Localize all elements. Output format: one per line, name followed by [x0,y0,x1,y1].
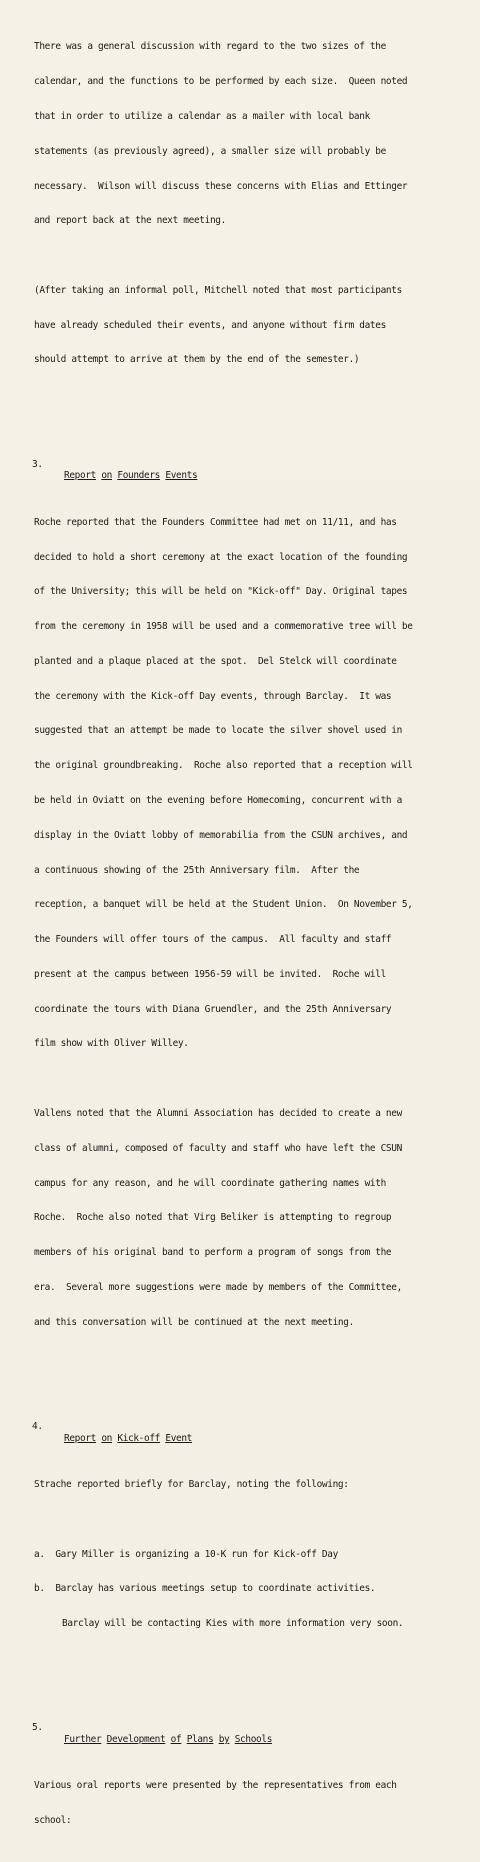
paragraph-line: the ceremony with the Kick-off Day events, through Barclay. It was [34,690,392,702]
section-title: Report on Founders Events [64,470,198,482]
paragraph-line: members of his original band to perform a program of songs from the [34,1247,392,1259]
section-title: Further Development of Plans by Schools [64,1734,273,1746]
paragraph-line: film show with Oliver Willey. [34,1038,189,1050]
paragraph-line: Roche. Roche also noted that Virg Beliker is attempting to regroup [34,1212,392,1224]
section-5-heading [32,1711,478,1746]
section-number: 4. [32,1421,43,1433]
paragraph-line: a continuous showing of the 25th Anniversary film. After the [34,864,360,876]
section-title: Report on Kick-off Event [64,1432,193,1444]
paragraph-line: planted and a plaque placed at the spot. Del Stelck will coordinate [34,655,397,667]
paragraph-line: coordinate the tours with Diana Gruendler, and the 25th Anniversary [34,1003,392,1015]
document-body [34,0,478,1862]
paragraph-line: display in the Oviatt lobby of memorabilia from the CSUN archives, and [34,829,408,841]
intro-line: calendar, and the functions to be performed by each size. Queen noted [34,76,408,88]
intro-line: that in order to utilize a calendar as a mailer with local bank [34,110,370,122]
section-number: 5. [32,1722,43,1734]
paragraph-line: decided to hold a short ceremony at the exact location of the founding [34,551,408,563]
list-item-continuation: Barclay will be contacting Kies with more information very soon. [62,1618,404,1630]
list-item: a. Gary Miller is organizing a 10-K run for Kick-off Day [34,1548,338,1560]
paragraph-line: Roche reported that the Founders Committee had met on 11/11, and has [34,516,397,528]
paragraph-line: suggested that an attempt be made to locate the silver shovel used in [34,725,402,737]
section-3-heading [32,447,478,482]
paragraph-line: campus for any reason, and he will coordinate gathering names with [34,1177,386,1189]
paragraph-line: present at the campus between 1956-59 will be invited. Roche will [34,968,386,980]
paragraph-line: be held in Oviatt on the evening before Homecoming, concurrent with a [34,794,402,806]
paragraph-line: class of alumni, composed of faculty and staff who have left the CSUN [34,1142,402,1154]
paragraph-line: school: [34,1815,72,1827]
section-4-heading [32,1409,478,1444]
intro-line: necessary. Wilson will discuss these concerns with Elias and Ettinger [34,180,408,192]
paragraph-line: reception, a banquet will be held at the Student Union. On November 5, [34,899,413,911]
paragraph-line: Strache reported briefly for Barclay, noting the following: [34,1479,349,1490]
paragraph-line: the original groundbreaking. Roche also reported that a reception will [34,760,413,772]
list-item: b. Barclay has various meetings setup to coordinate activities. [34,1583,376,1595]
paragraph-line: Various oral reports were presented by the representatives from each [34,1780,397,1792]
intro-line: statements (as previously agreed), a smaller size will probably be [34,145,386,157]
paragraph-line: and this conversation will be continued at the next meeting. [34,1316,354,1328]
intro-line: and report back at the next meeting. [34,215,226,227]
paragraph-line: Vallens noted that the Alumni Association has decided to create a new [34,1108,402,1119]
poll-note-line: (After taking an informal poll, Mitchell noted that most participants [34,284,402,296]
paragraph-line: the Founders will offer tours of the campus. All faculty and staff [34,934,392,946]
paragraph-line: of the University; this will be held on "Kick-off" Day. Original tapes [34,586,408,598]
paragraph-line: era. Several more suggestions were made by members of the Committee, [34,1281,402,1293]
poll-note-line: should attempt to arrive at them by the end of the semester.) [34,354,360,366]
intro-line: There was a general discussion with regard to the two sizes of the [34,41,386,53]
section-number: 3. [32,458,43,470]
paragraph-line: from the ceremony in 1958 will be used and a commemorative tree will be [34,621,413,633]
poll-note-line: have already scheduled their events, and anyone without firm dates [34,319,386,331]
